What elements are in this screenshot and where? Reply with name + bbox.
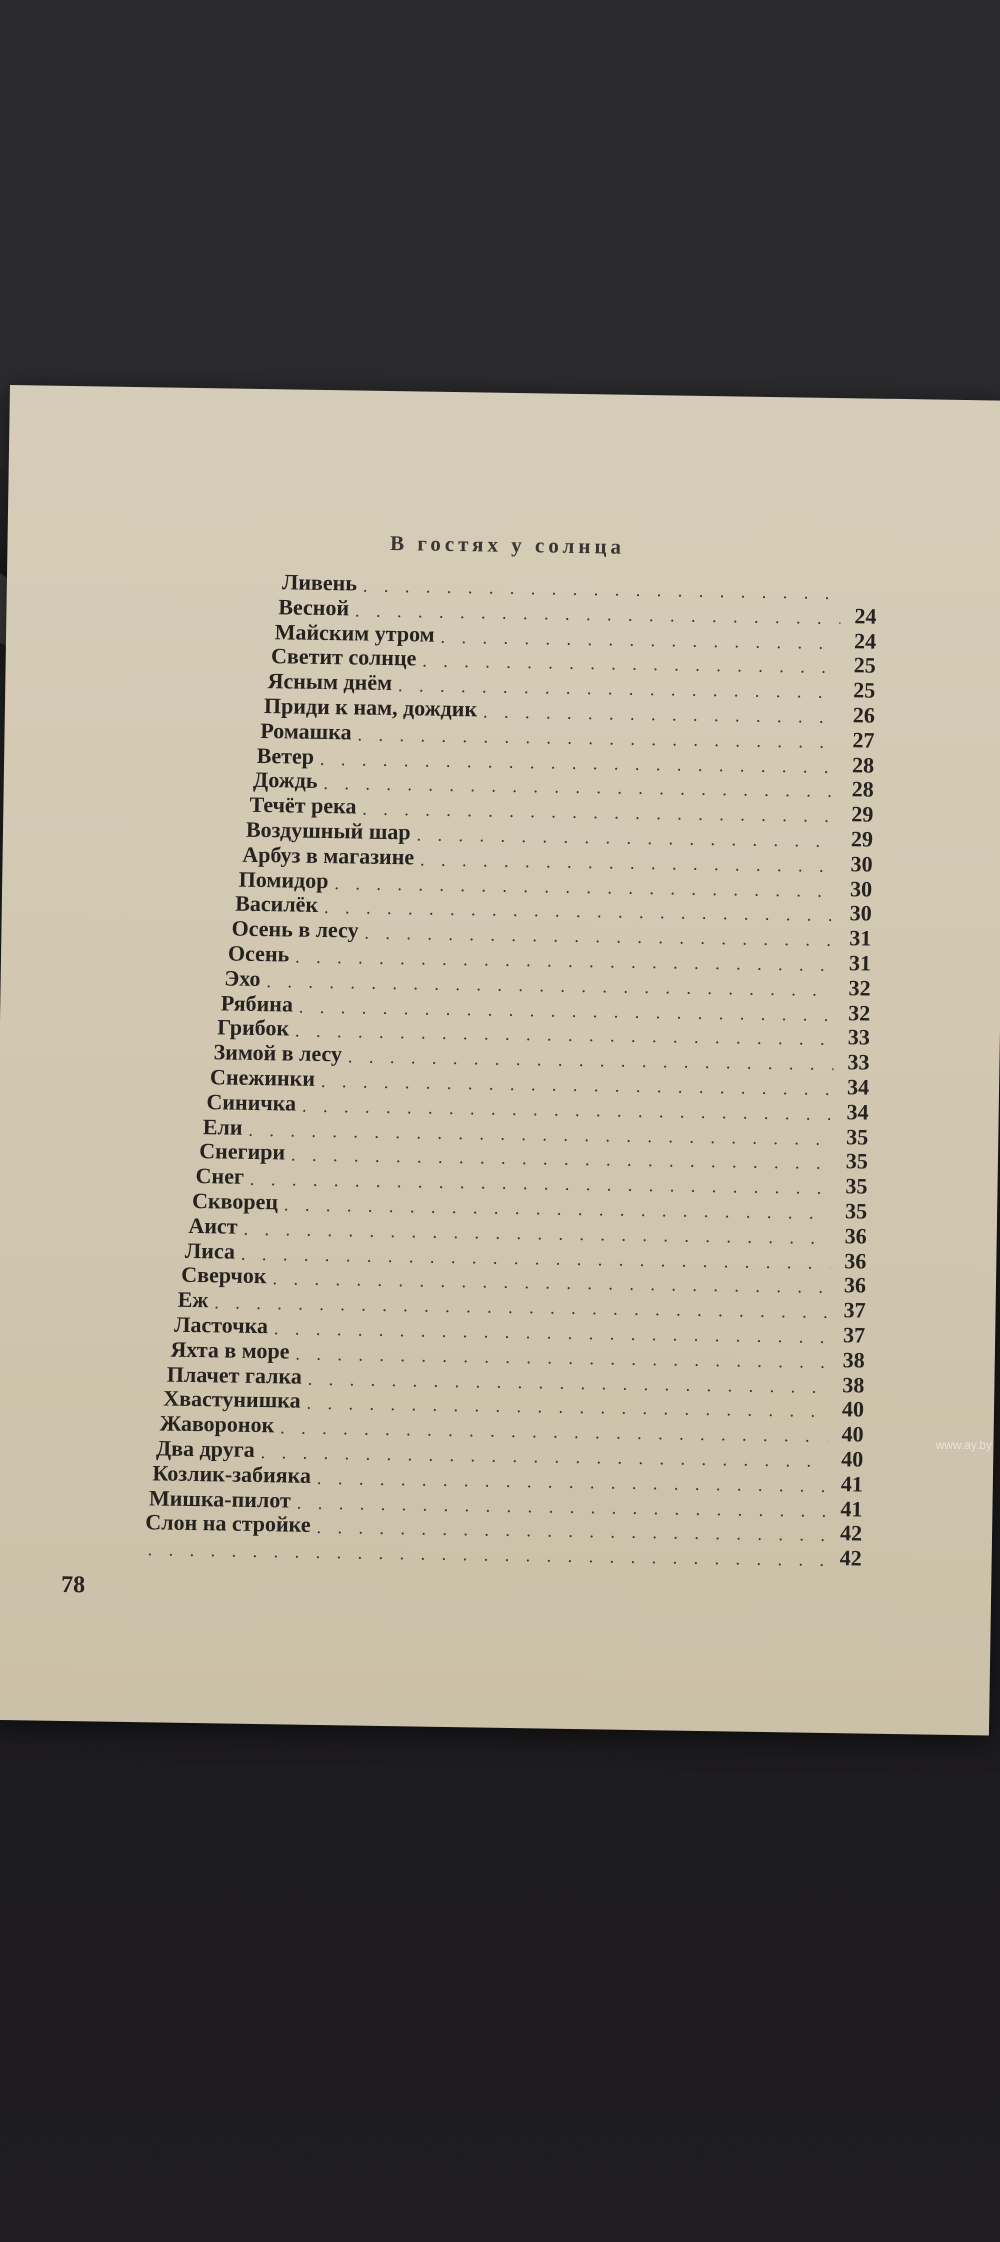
toc-entry-page: 40 <box>841 1421 864 1447</box>
toc-entry-page: 24 <box>853 627 877 654</box>
toc-entry-title: Слон на стройке <box>145 1509 311 1538</box>
book-page <box>0 385 1000 1736</box>
toc-entry-title: Воздушный шар <box>245 816 411 845</box>
toc-entry-page: 36 <box>843 1272 867 1298</box>
watermark: www.ay.by <box>935 1438 992 1452</box>
toc-entry-title: Хвастунишка <box>163 1385 301 1414</box>
toc-entry-title: Ясным днём <box>267 668 393 696</box>
toc-entry-title: Дождь <box>252 767 318 794</box>
toc-entry-title: Мишка-пилот <box>148 1484 292 1513</box>
toc-entry-page: 35 <box>845 1148 869 1174</box>
toc-entry-title: Лиса <box>184 1237 236 1264</box>
toc-entry-page: 31 <box>849 925 872 951</box>
toc-entry-page: 35 <box>846 1123 869 1150</box>
toc-entry-page: 32 <box>848 975 871 1001</box>
toc-entry-page: 33 <box>847 1049 870 1075</box>
toc-entry-title: Василёк <box>235 890 319 918</box>
toc-entry-page: 29 <box>851 801 874 827</box>
toc-entry-title: Снегири <box>199 1138 286 1165</box>
toc-entry-title: Синичка <box>206 1088 297 1116</box>
toc-entry-title: Скворец <box>191 1187 279 1215</box>
toc-entry-title: Ветер <box>256 742 315 769</box>
toc-entry-title: Яхта в море <box>170 1336 290 1364</box>
toc-entry-title: Осень в лесу <box>231 915 359 943</box>
toc-entry-title: Зимой в лесу <box>213 1039 343 1067</box>
toc-entry-page: 35 <box>845 1173 868 1199</box>
toc-entry-title: Течёт река <box>249 792 357 819</box>
toc-entry-page: 26 <box>852 702 876 728</box>
toc-entry-page: 35 <box>844 1198 868 1224</box>
toc-entry-title: Снег <box>195 1163 245 1189</box>
dot-leader <box>142 1538 826 1571</box>
toc-entry-page: 30 <box>849 875 873 902</box>
toc-entry-page: 41 <box>840 1470 864 1497</box>
toc-entry-page: 37 <box>842 1322 866 1348</box>
toc-entry-page: 33 <box>847 1024 871 1050</box>
toc-entry-title: Снежинки <box>209 1064 316 1091</box>
toc-entry-page: 28 <box>851 776 874 803</box>
toc-entry-page: 27 <box>852 727 875 753</box>
toc-entry-page: 42 <box>839 1520 863 1546</box>
toc-entry-page: 37 <box>843 1297 866 1323</box>
toc-entry-page: 40 <box>841 1446 864 1472</box>
toc-entry-page: 28 <box>851 751 875 778</box>
toc-entry-page: 38 <box>842 1346 865 1373</box>
toc-entry-page: 30 <box>849 900 872 926</box>
toc-entry-page: 38 <box>842 1371 865 1398</box>
toc-entry-page: 25 <box>853 677 876 703</box>
toc-entry-page: 24 <box>854 603 877 629</box>
toc-entry-title: Два друга <box>155 1435 255 1462</box>
toc-entry-page: 30 <box>850 851 873 877</box>
toc-entry-title: Приди к нам, дождик <box>263 693 478 722</box>
toc-entry-page: 31 <box>848 950 872 976</box>
section-heading: В гостях у солнца <box>389 530 626 559</box>
toc-entry-title: Аист <box>188 1212 238 1239</box>
toc-entry-page: 40 <box>841 1396 865 1422</box>
toc-entry-page: 36 <box>844 1247 867 1274</box>
toc-entry-title: Ласточка <box>173 1311 269 1339</box>
toc-entry-page: 36 <box>844 1223 867 1249</box>
toc-entry-page: 34 <box>846 1099 869 1125</box>
toc-entry-title: Жаворонок <box>159 1410 275 1438</box>
toc-entry-title: Грибок <box>217 1014 290 1041</box>
toc-entry-title: Арбуз в магазине <box>242 841 415 870</box>
toc-entry-title: Еж <box>177 1286 209 1313</box>
toc-entry-title: Светит солнце <box>270 643 417 671</box>
toc-entry-title: Козлик-забияка <box>152 1460 312 1488</box>
toc-entry-title: Ливень <box>281 569 358 596</box>
toc-entry-title: Ели <box>202 1113 243 1140</box>
toc-entry-title: Майским утром <box>274 618 435 647</box>
toc-entry-page: 34 <box>846 1074 870 1100</box>
toc-entry-page: 29 <box>850 826 874 852</box>
toc-entry-title: Сверчок <box>181 1262 267 1289</box>
toc-entry-page: 32 <box>848 999 871 1026</box>
toc-entry-title: Эхо <box>224 965 261 991</box>
toc-entry-title: Ромашка <box>260 717 352 745</box>
toc-entry-title: Рябина <box>220 989 294 1017</box>
toc-entry-page: 25 <box>853 652 876 679</box>
toc-entry-title: Весной <box>278 594 350 621</box>
toc-entry-page: 41 <box>840 1495 863 1522</box>
toc-entry-title: Помидор <box>238 866 329 893</box>
page-number: 78 <box>60 1571 86 1599</box>
toc-entry-title: Осень <box>227 940 290 967</box>
toc-entry-title: Плачет галка <box>166 1361 303 1389</box>
toc-entry-page: 42 <box>839 1545 862 1571</box>
